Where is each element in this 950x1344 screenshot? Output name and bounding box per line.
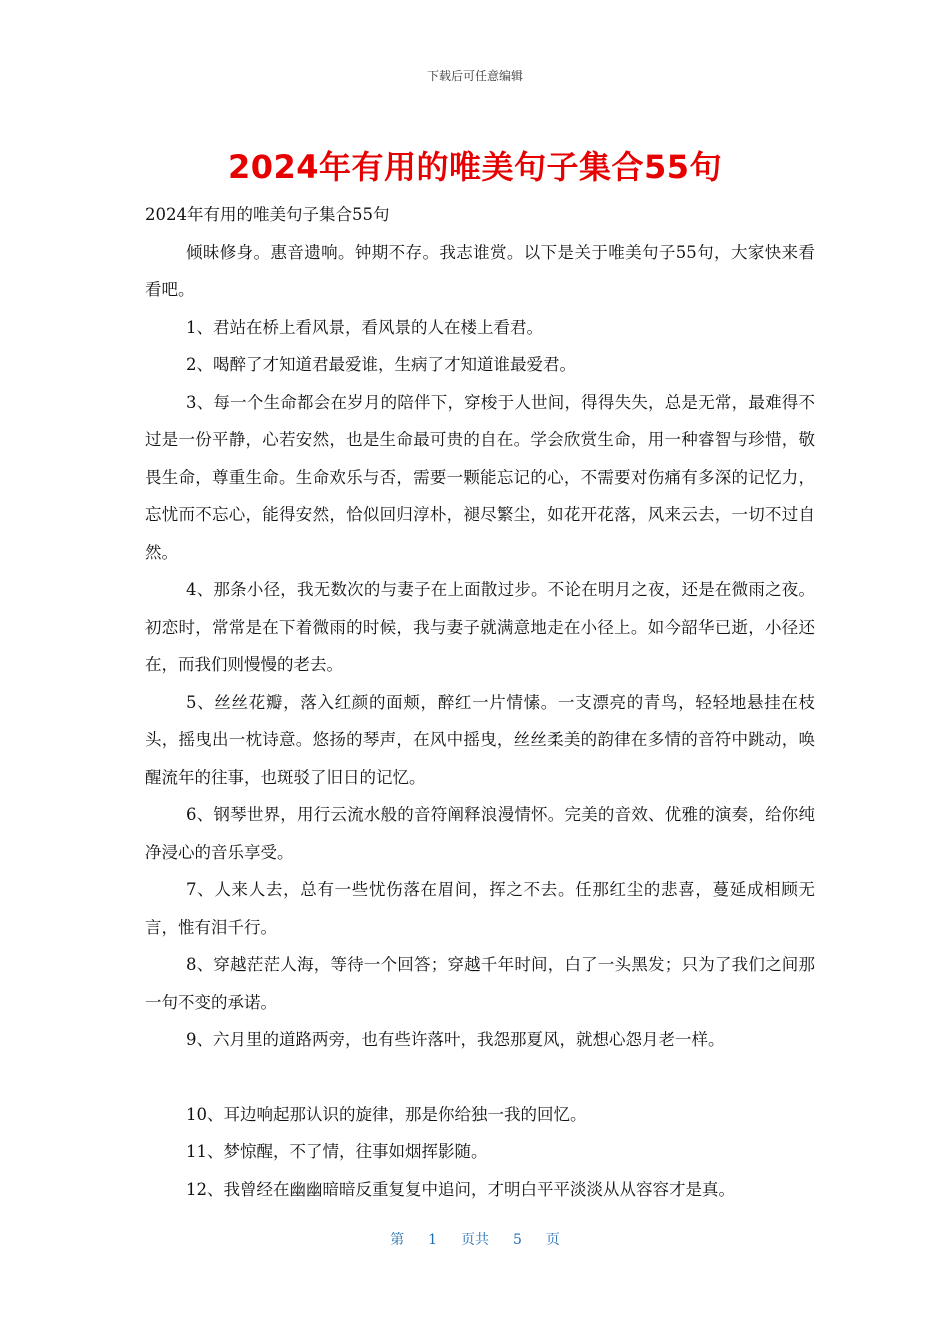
- page-label-prefix: 第: [390, 1232, 405, 1248]
- list-item: 11、梦惊醒，不了情，往事如烟挥影随。: [186, 1142, 488, 1161]
- list-item: 9、六月里的道路两旁，也有些许落叶，我怨那夏风，就想心怨月老一样。: [186, 1030, 725, 1049]
- list-item: 1、君站在桥上看风景，看风景的人在楼上看君。: [186, 317, 543, 337]
- page-footer: [0, 1229, 950, 1249]
- page-label-middle: 页共: [461, 1232, 489, 1248]
- document-body: [145, 196, 815, 1208]
- list-item: 4、那条小径，我无数次的与妻子在上面散过步。不论在明月之夜，还是在微雨之夜。初恋时，常常是在下着微雨的时候，我与妻子就满意地走在小径上。如今韶华已逝，小径还在，而我们则慢慢的老去。: [145, 580, 815, 674]
- current-page-number: 1: [428, 1232, 437, 1248]
- list-item: 10、耳边响起那认识的旋律，那是你给独一我的回忆。: [186, 1104, 587, 1124]
- list-item: 7、人来人去，总有一些忧伤落在眉间，挥之不去。任那红尘的悲喜，蔓延成相顾无言，惟有泪千行。: [145, 880, 815, 937]
- list-item: 5、丝丝花瓣，落入红颜的面颊，醉红一片情愫。一支漂亮的青鸟，轻轻地悬挂在枝头，摇曳出一枕诗意。悠扬的琴声，在风中摇曳，丝丝柔美的韵律在多情的音符中跳动，唤醒流年的往事，也斑驳了旧日的记忆。: [145, 692, 815, 787]
- document-subtitle: 2024年有用的唯美句子集合55句: [145, 205, 390, 224]
- list-item: 2、喝醉了才知道君最爱谁，生病了才知道谁最爱君。: [186, 355, 576, 374]
- total-pages-number: 5: [513, 1232, 522, 1248]
- intro-paragraph: 倾昧修身。惠音遗响。钟期不存。我志谁赏。以下是关于唯美句子55句，大家快来看看吧。: [145, 242, 815, 299]
- list-item: 8、穿越茫茫人海，等待一个回答；穿越千年时间，白了一头黑发；只为了我们之间那一句不变的承诺。: [145, 955, 815, 1012]
- header-note: 下载后可任意编辑: [426, 69, 523, 83]
- page-label-suffix: 页: [545, 1232, 560, 1248]
- document-title: 2024年有用的唯美句子集合55句: [227, 148, 723, 186]
- list-item: 3、每一个生命都会在岁月的陪伴下，穿梭于人世间，得得失失，总是无常，最难得不过是一份平静，心若安然，也是生命最可贵的自在。学会欣赏生命，用一种睿智与珍惜，敬畏生命，尊重生命。生命欢乐与否，需要一颗能忘记的心，不需要对伤痛有多深的记忆力，忘忧而不忘心，能得安然，恰似回归淳朴，褪尽繁尘，如花开花落，风来云去，一切不过自然。: [145, 392, 815, 562]
- list-item: 6、钢琴世界，用行云流水般的音符阐释浪漫情怀。完美的音效、优雅的演奏，给你纯净浸心的音乐享受。: [145, 805, 815, 862]
- list-item: 12、我曾经在幽幽暗暗反重复复中追问，才明白平平淡淡从从容容才是真。: [186, 1179, 735, 1199]
